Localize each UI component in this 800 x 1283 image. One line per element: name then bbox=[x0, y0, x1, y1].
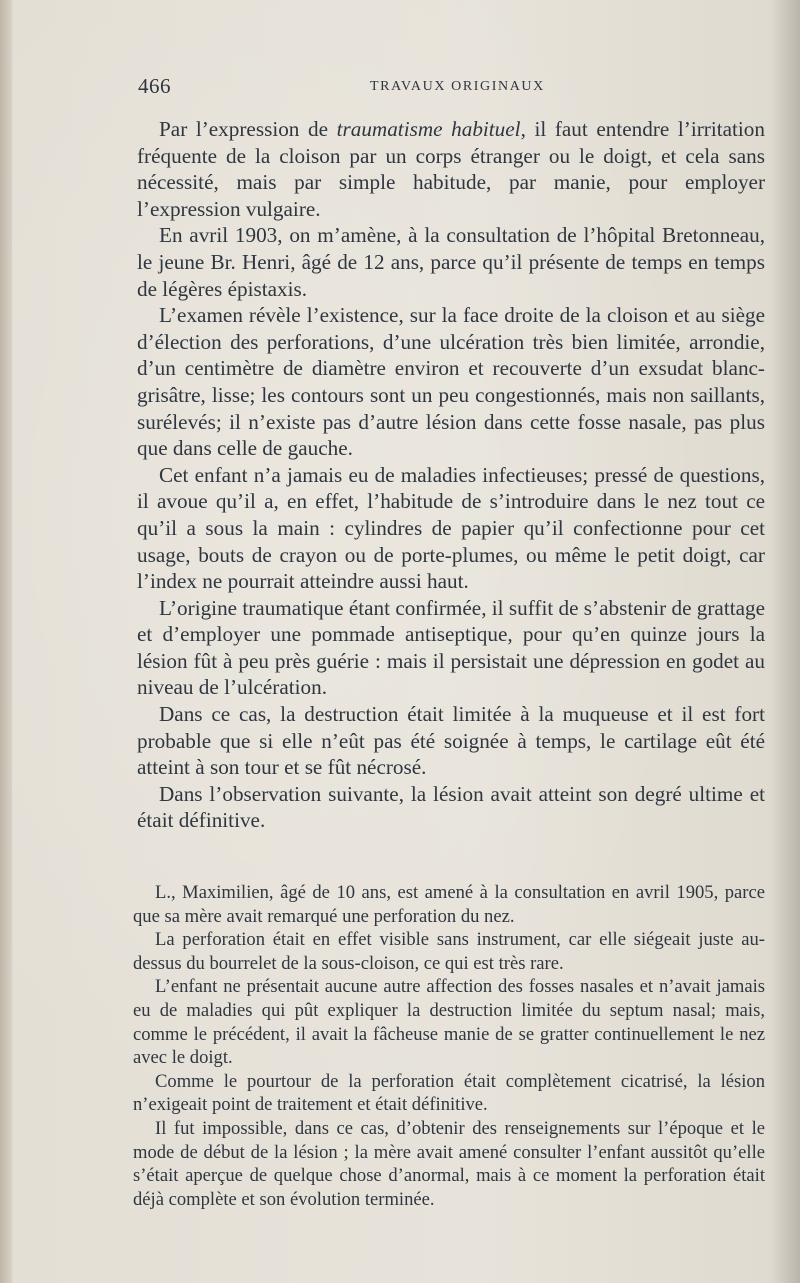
main-text bbox=[137, 116, 765, 834]
page-number: 466 bbox=[138, 74, 171, 98]
observation-paragraph-2: La perforation était en effet visible sans instrument, car elle siégeait juste au-dessus du bourrelet de la sous-cloison, ce qui est très rare. bbox=[133, 929, 765, 974]
paragraph-4: Cet enfant n’a jamais eu de maladies infectieuses; pressé de questions, il avoue qu’il a, en effet, l’habitude de s’introduire dans le nez tout ce qu’il a sous la main : cylindres de papier qu’il confectionne pour cet usage, bouts de crayon ou de porte-plumes, ou même le petit doigt, car l’index ne pourrait atteindre aussi haut. bbox=[137, 462, 765, 594]
running-title: TRAVAUX ORIGINAUX bbox=[370, 79, 545, 94]
page-header bbox=[138, 74, 770, 100]
observation-paragraph-4: Comme le pourtour de la perforation était complètement cicatrisé, la lésion n’exigeait point de traitement et était définitive. bbox=[133, 1070, 765, 1116]
observation-paragraph-3: L’enfant ne présentait aucune autre affection des fosses nasales et n’avait jamais eu de maladies qui pût expliquer la destruction limitée du septum nasal; mais, comme le précédent, il avait la fâcheuse manie de se gratter continuellement le nez avec le doigt. bbox=[133, 976, 765, 1069]
paragraph-1-end: , il faut entendre l’irritation fréquente de la cloison par un corps étranger ou le doigt, et cela sans nécessité, mais par simple habitude, par manie, pour employer l’expression vulgaire. bbox=[137, 117, 765, 221]
observation-text bbox=[133, 881, 765, 1211]
page-right-shadow bbox=[770, 0, 800, 1283]
page-left-edge bbox=[0, 0, 12, 1283]
paragraph-2: En avril 1903, on m’amène, à la consultation de l’hôpital Bretonneau, le jeune Br. Henri, âgé de 12 ans, parce qu’il présente de temps en temps de légères épistaxis. bbox=[137, 223, 765, 301]
paragraph-6: Dans ce cas, la destruction était limitée à la muqueuse et il est fort probable que si elle n’eût pas été soignée à temps, le cartilage eût été atteint à son tour et se fût nécrosé. bbox=[137, 702, 765, 780]
paragraph-1-start: Par l’expression de bbox=[159, 117, 337, 141]
italic-term: traumatisme habituel bbox=[336, 117, 521, 141]
observation-paragraph-1: L., Maximilien, âgé de 10 ans, est amené à la consultation en avril 1905, parce que sa mère avait remarqué une perforation du nez. bbox=[133, 882, 765, 927]
observation-paragraph-5: Il fut impossible, dans ce cas, d’obtenir des renseignements sur l’époque et le mode de début de la lésion ; la mère avait amené consulter l’enfant aussitôt qu’elle s’était aperçue de quelque chose d’anormal, mais à ce moment la perforation était déjà complète et son évolution terminée. bbox=[133, 1117, 765, 1210]
paragraph-3: L’examen révèle l’existence, sur la face droite de la cloison et au siège d’élection des perforations, d’une ulcération très bien limitée, arrondie, d’un centimètre de diamètre environ et recouverte d’un exsudat blanc-grisâtre, lisse; les contours sont un peu congestionnés, mais non saillants, surélevés; il n’existe pas d’autre lésion dans cette fosse nasale, pas plus que dans celle de gauche. bbox=[137, 303, 765, 461]
paragraph-1 bbox=[137, 116, 765, 222]
paragraph-7: Dans l’observation suivante, la lésion avait atteint son degré ultime et était définitive. bbox=[137, 781, 765, 833]
paragraph-5: L’origine traumatique étant confirmée, il suffit de s’abstenir de grattage et d’employer une pommade antiseptique, pour qu’en quinze jours la lésion fût à peu près guérie : mais il persistait une dépression en godet au niveau de l’ulcération. bbox=[137, 595, 765, 700]
